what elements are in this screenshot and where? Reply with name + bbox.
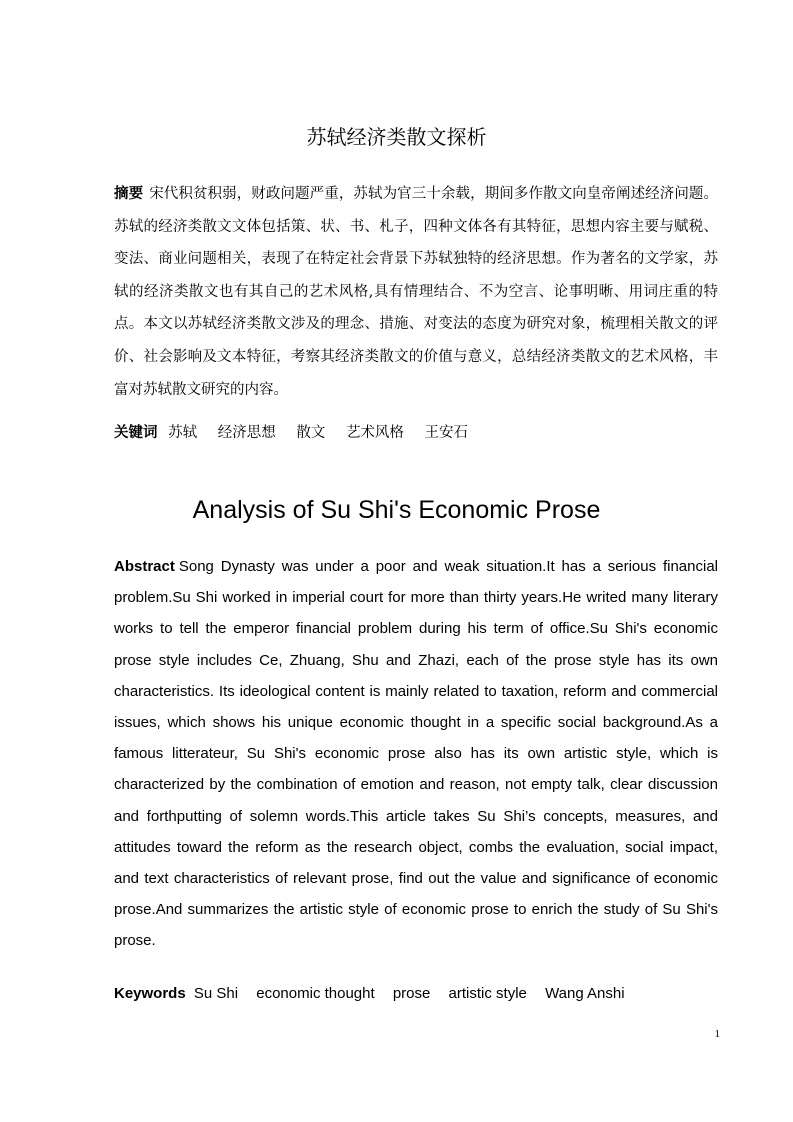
english-title: Analysis of Su Shi's Economic Prose bbox=[192, 496, 601, 524]
chinese-keyword: 王安石 bbox=[424, 425, 469, 441]
chinese-abstract-label: 摘要 bbox=[114, 186, 144, 202]
english-keyword: Wang Anshi bbox=[545, 985, 625, 1002]
english-keywords-label: Keywords bbox=[114, 985, 186, 1002]
chinese-abstract bbox=[114, 178, 718, 406]
chinese-keyword: 艺术风格 bbox=[345, 425, 404, 441]
chinese-keywords bbox=[114, 418, 718, 448]
chinese-keyword: 经济思想 bbox=[217, 425, 276, 441]
english-keyword: Su Shi bbox=[193, 985, 239, 1002]
chinese-keyword: 散文 bbox=[296, 425, 326, 441]
chinese-keyword: 苏轼 bbox=[168, 425, 198, 441]
english-keyword: artistic style bbox=[448, 985, 527, 1002]
english-keywords bbox=[114, 979, 718, 1009]
page-number: 1 bbox=[714, 1028, 720, 1040]
english-abstract bbox=[114, 551, 718, 957]
chinese-title: 苏轼经济类散文探析 bbox=[306, 125, 487, 149]
english-keyword: economic thought bbox=[256, 985, 375, 1002]
english-abstract-label: Abstract bbox=[114, 558, 175, 575]
chinese-keywords-label: 关键词 bbox=[114, 425, 158, 441]
chinese-abstract-text: 宋代积贫积弱，财政问题严重，苏轼为官三十余载，期间多作散文向皇帝阐述经济问题。苏轼的经济类散文文体包括策、状、书、札子，四种文体各有其特征，思想内容主要与赋税、变法、商业问题相关，表现了在特定社会背景下苏轼独特的经济思想。作为著名的文学家，苏轼的经济类散文也有其自己的艺术风格,具有情理结合、不为空言、论事明晰、用词庄重的特点。本文以苏轼经济类散文涉及的理念、措施、对变法的态度为研究对象，梳理相关散文的评价、社会影响及文本特征，考察其经济类散文的价值与意义，总结经济类散文的艺术风格，丰富对苏轼散文研究的内容。 bbox=[114, 186, 719, 398]
english-keyword: prose bbox=[392, 985, 431, 1002]
english-abstract-text: Song Dynasty was under a poor and weak situation.It has a serious financial problem.Su Shi worked in imperial court for more than thirty years.He writed many literary works to tell the emperor financial problem during his term of office.Su Shi's economic prose style includes Ce, Zhuang, Shu and Zhazi, each of the prose style has its own characteristics. Its ideological content is mainly related to taxation, reform and commercial issues, which shows his unique economic thought in a specific social background.As a famous litterateur, Su Shi's economic prose also has its own artistic style, which is characterized by the combination of emotion and reason, not empty talk, clear discussion and forthputting of solemn words.This article takes Su Shi’s concepts, measures, and attitudes toward the reform as the research object, combs the evaluation, social impact, and text characteristics of relevant prose, find out the value and significance of economic prose.And summarizes the artistic style of economic prose to enrich the study of Su Shi's prose. bbox=[114, 558, 718, 950]
